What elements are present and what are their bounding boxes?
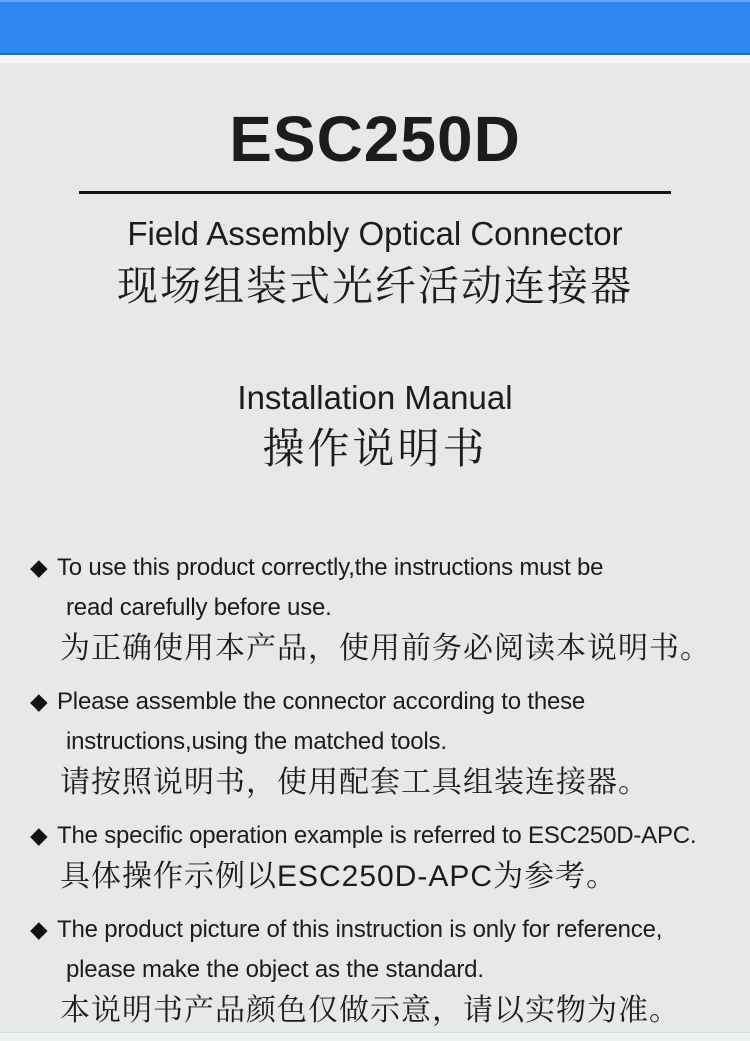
- manual-title-english: Installation Manual: [237, 379, 513, 416]
- note-text-zh: 具体操作示例以ESC250D-APC为参考。: [60, 860, 618, 893]
- diamond-bullet-icon: ◆: [30, 554, 48, 580]
- note-text-en: The product picture of this instruction is only for reference,: [57, 916, 663, 943]
- note-text-zh: 本说明书产品颜色仅做示意，请以实物为准。: [60, 994, 680, 1027]
- note-text-zh: 为正确使用本产品，使用前务必阅读本说明书。: [60, 632, 711, 665]
- subtitle-chinese: 现场组装式光纤活动连接器: [117, 263, 633, 309]
- diamond-bullet-icon: ◆: [30, 822, 48, 848]
- product-model-title: ESC250D: [229, 103, 521, 175]
- top-blue-bar: [0, 0, 750, 55]
- note-text-en: read carefully before use.: [66, 594, 332, 621]
- header-divider-strip: [0, 55, 750, 63]
- note-text-zh: 请按照说明书，使用配套工具组装连接器。: [60, 766, 649, 799]
- notes-list: [30, 548, 750, 1032]
- note-text-en: please make the object as the standard.: [66, 956, 484, 983]
- list-item: [30, 910, 750, 1032]
- note-text-en: The specific operation example is referred to ESC250D-APC.: [57, 822, 697, 849]
- manual-title-chinese: 操作说明书: [262, 425, 488, 472]
- bottom-edge-strip: [0, 1032, 750, 1041]
- title-underline: [79, 191, 671, 194]
- note-text-en: instructions,using the matched tools.: [66, 728, 447, 755]
- note-text-en: Please assemble the connector according to these: [57, 688, 586, 715]
- diamond-bullet-icon: ◆: [30, 688, 48, 714]
- list-item: [30, 548, 750, 670]
- list-item: [30, 682, 750, 804]
- subtitle-english: Field Assembly Optical Connector: [127, 215, 623, 252]
- list-item: [30, 816, 750, 898]
- note-text-en: To use this product correctly,the instructions must be: [57, 554, 604, 581]
- diamond-bullet-icon: ◆: [30, 916, 48, 942]
